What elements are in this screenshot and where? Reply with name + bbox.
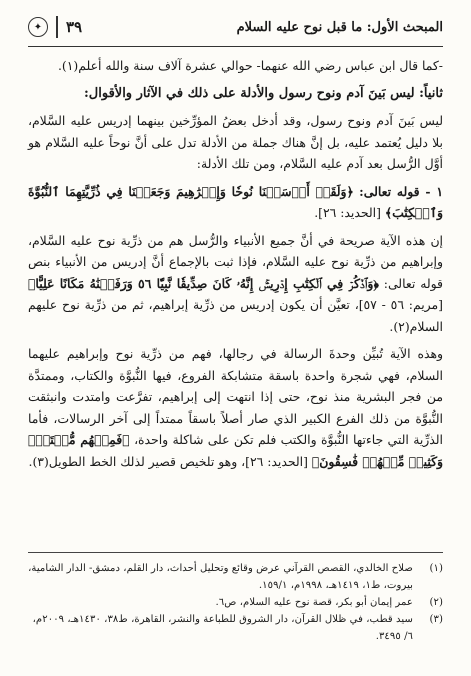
footnote	[28, 560, 443, 594]
paragraph-4-text: وهذه الآية تُبيِّن وحدةَ الرسالة في رجالها، فهم من ذرِّية نوح وإبراهيم عليهما السلام، فهي شجرة واحدة باسقة متشابكة الفروع، فيها النُّبوَّة والكتاب، وممتدَّة من فجر البشرية منذ نوح، حتى إذا انتهت إلى إبراهيم، تفرَّعت وامتدت وانبثقت النُّبوَّة من ذلك الفرع الكبير الذي صار أصلاً باسقاً ممتداً إلى آخر الرسالات، فأما الذرِّية التي جاءتها النُّبوَّة والكتب فلم تكن على شاكلة واحدة،	[28, 346, 444, 447]
chapter-title: المبحث الأول: ما قبل نوح عليه السلام	[236, 19, 443, 35]
header-number-group	[28, 16, 82, 38]
main-text	[28, 55, 443, 472]
paragraph-2	[28, 181, 443, 224]
footnote	[28, 594, 443, 611]
verse-reference: [الحديد: ٢٦].	[314, 205, 381, 220]
paragraph-3-text: إن هذه الآية صريحة في أنَّ جميع الأنبياء والرُّسل هم من ذرِّية نوح عليه السَّلام، وإبراهيم من ذرِّية نوح عليه السَّلام، فإذا ثبت بالإجماع أنَّ إدريس من الأنبياء بنص قوله تعالى:	[28, 232, 443, 291]
quran-verse: ﴿فَمِنۡهُم مُّهۡتَدٖۖ وَكَثِيرٞ مِّنۡهُمۡ فَٰسِقُونَ﴾	[28, 432, 443, 469]
page-header	[28, 12, 443, 47]
footnote-text: عمر إيمان أبو بكر، قصة نوح عليه السلام، ص٦.	[215, 597, 413, 608]
footnote-number: (٢)	[429, 597, 443, 608]
evidence-label: ١ - قوله تعالى:	[359, 183, 443, 199]
intro-line: -كما قال ابن عباس رضي الله عنهما- حوالي عشرة آلاف سنة والله أعلم(١).	[57, 58, 443, 73]
footnote-text: صلاح الخالدي، القصص القرآني عرض وقائع وتحليل أحداث، دار القلم، دمشق- الدار الشامية، بيروت، ط١، ١٤١٩هـ، ١٩٩٨م، ١٥٩/١.	[28, 563, 413, 591]
footnote-text: سيد قطب، في ظلال القرآن، دار الشروق للطباعة والنشر، القاهرة، ط٣٨، ١٤٣٠هـ، ٢٠٠٩م، ٦/ ٣٤٩٥.	[32, 614, 413, 642]
ornament-icon: ✦	[28, 17, 48, 37]
section-heading: ثانياً: ليس بَينَ آدم ونوح رسول والأدلة على ذلك في الآثار والأقوال:	[84, 85, 443, 101]
quran-verse: ﴿وَلَقَدۡ أَرۡسَلۡنَا نُوحٗا وَإِبۡرَٰهِيمَ وَجَعَلۡنَا فِي ذُرِّيَّتِهِمَا ٱلنُّبُوَّةَ وَٱلۡكِتَٰبَ﴾	[28, 183, 443, 220]
paragraph-3-end: [مريم: ٥٦ - ٥٧]، تعيَّن أن يكون إدريس من ذرِّية إبراهيم، ثم من ذرِّية نوح عليهم السلام(٢).	[28, 297, 443, 334]
page-number: ٣٩	[66, 18, 83, 36]
paragraph-4-end: [الحديد: ٢٦]، وهو تلخيص قصير لذلك الخط الطويل(٣).	[28, 453, 308, 469]
footnote-separator	[28, 552, 443, 553]
footnote-number: (١)	[429, 563, 443, 574]
header-divider	[56, 16, 58, 38]
paragraph-4	[28, 343, 443, 472]
footnote-number: (٣)	[429, 614, 443, 625]
footnotes	[28, 560, 443, 645]
paragraph-3	[28, 230, 443, 338]
quran-verse: ﴿وَٱذۡكُرۡ فِي ٱلۡكِتَٰبِ إِدۡرِيسَۚ إِنَّهُۥ كَانَ صِدِّيقٗا نَّبِيّٗا ٥٦ وَرَفَعۡنَٰهُ مَكَانًا عَلِيًّا﴾	[28, 275, 379, 291]
footnote	[28, 611, 443, 645]
paragraph-1: ليس بَينَ آدم ونوح رسول، وقد أدخل بعضُ المؤرِّخين بينهما إدريس عليه السَّلام، بلا دليل يُعتمد عليه، بل إنَّ هناك جملة من الأدلة تدل على أنَّ نوحاً عليه السَّلام هو أوَّل الرُّسل بعد آدم عليه السَّلام، ومن تلك الأدلة:	[28, 113, 443, 171]
